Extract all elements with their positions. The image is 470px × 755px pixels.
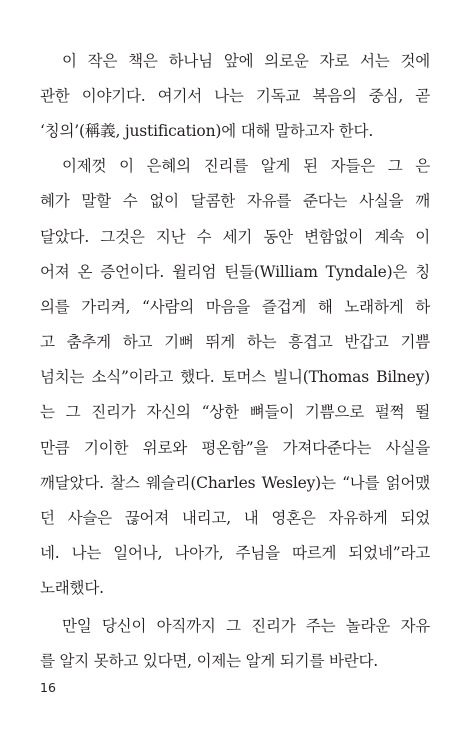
text-line: 만일 당신이 아직까지 그 진리가 주는 놀라운 자유 bbox=[62, 617, 430, 635]
text-line: 를 알지 못하고 있다면, 이제는 알게 되기를 바란다. bbox=[40, 652, 379, 670]
page-number: 16 bbox=[40, 680, 56, 695]
text-line: 깨달았다. 찰스 웨슬리(Charles Wesley)는 “나를 얽어맸 bbox=[40, 474, 430, 492]
text-line: 넘치는 소식”이라고 했다. 토머스 빌니(Thomas Bilney) bbox=[40, 368, 430, 386]
text-line: 이제껏 이 은혜의 진리를 알게 된 자들은 그 은 bbox=[62, 157, 430, 175]
text-line: 네. 나는 일어나, 나아가, 주님을 따르게 되었네”라고 bbox=[40, 544, 430, 562]
text-line: 의를 가리켜, “사람의 마음을 즐겁게 해 노래하게 하 bbox=[40, 298, 430, 316]
text-line: 관한 이야기다. 여기서 나는 기독교 복음의 중심, 곧 bbox=[40, 87, 430, 105]
text-line: 는 그 진리가 자신의 “상한 뼈들이 기쁨으로 펄쩍 뛸 bbox=[40, 403, 430, 421]
text-line: 어져 온 증언이다. 윌리엄 틴들(William Tyndale)은 칭 bbox=[40, 263, 430, 281]
text-line: 노래했다. bbox=[40, 579, 104, 597]
text-line: 달았다. 그것은 지난 수 세기 동안 변함없이 계속 이 bbox=[40, 228, 430, 246]
text-line: 이 작은 책은 하나님 앞에 의로운 자로 서는 것에 bbox=[62, 52, 430, 70]
text-line: 만큼 기이한 위로와 평온함”을 가져다준다는 사실을 bbox=[40, 439, 430, 457]
text-line: ‘칭의’(稱義, justification)에 대해 말하고자 한다. bbox=[40, 122, 374, 140]
text-line: 고 춤추게 하고 기뻐 뛰게 하는 흥겹고 반갑고 기쁨 bbox=[40, 333, 430, 351]
text-line: 던 사슬은 끊어져 내리고, 내 영혼은 자유하게 되었 bbox=[40, 509, 430, 527]
text-line: 혜가 말할 수 없이 달콤한 자유를 준다는 사실을 깨 bbox=[40, 192, 430, 210]
